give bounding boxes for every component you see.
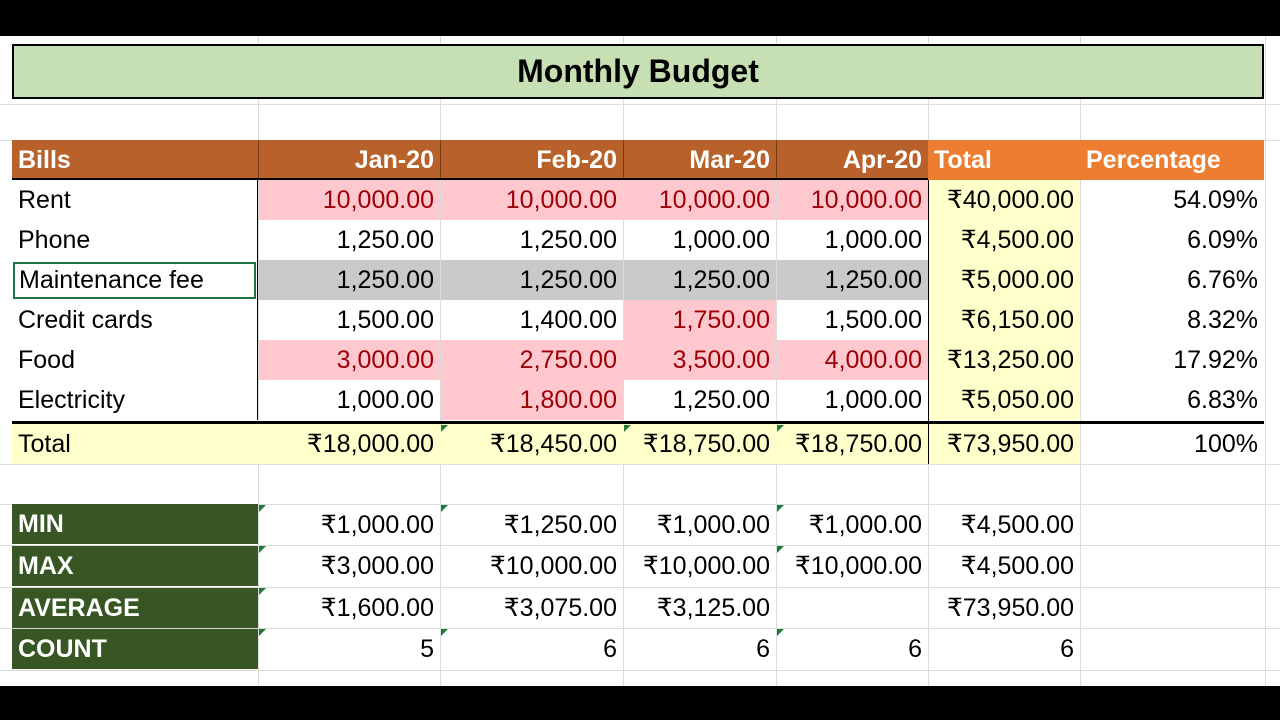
stat-label-count[interactable]: COUNT bbox=[12, 629, 258, 669]
cell-credit-mar[interactable]: 1,750.00 bbox=[624, 300, 776, 340]
cell-credit-pct[interactable]: 8.32% bbox=[1187, 305, 1258, 334]
cell-phone-total[interactable]: ₹4,500.00 bbox=[929, 220, 1080, 260]
stat-count-mar[interactable]: 6 bbox=[756, 634, 770, 663]
row-label-rent[interactable]: Rent bbox=[18, 185, 71, 214]
error-indicator-icon bbox=[777, 505, 784, 512]
stat-max-jan[interactable]: ₹3,000.00 bbox=[320, 552, 434, 580]
gridline bbox=[1265, 36, 1266, 686]
header-month-1[interactable]: Jan-20 bbox=[258, 140, 440, 180]
error-indicator-icon bbox=[259, 546, 266, 553]
stat-label-min[interactable]: MIN bbox=[12, 504, 258, 544]
cell-electricity-feb[interactable]: 1,800.00 bbox=[441, 380, 623, 420]
stat-count-total[interactable]: 6 bbox=[1060, 634, 1074, 663]
stat-count-feb[interactable]: 6 bbox=[603, 634, 617, 663]
cell-phone-mar[interactable]: 1,000.00 bbox=[672, 225, 770, 254]
stat-count-jan[interactable]: 5 bbox=[420, 634, 434, 663]
stat-average-mar[interactable]: ₹3,125.00 bbox=[656, 593, 770, 622]
cell-rent-feb[interactable]: 10,000.00 bbox=[441, 180, 623, 220]
gridline bbox=[0, 670, 1280, 671]
cell-electricity-jan[interactable]: 1,000.00 bbox=[336, 385, 434, 414]
stat-max-feb[interactable]: ₹10,000.00 bbox=[489, 552, 617, 580]
total-grand[interactable]: ₹73,950.00 bbox=[929, 424, 1080, 464]
cell-credit-total[interactable]: ₹6,150.00 bbox=[929, 300, 1080, 340]
total-mar[interactable]: ₹18,750.00 bbox=[623, 424, 776, 464]
header-bills[interactable]: Bills bbox=[12, 140, 258, 180]
cell-food-mar[interactable]: 3,500.00 bbox=[624, 340, 776, 380]
cell-phone-pct[interactable]: 6.09% bbox=[1187, 225, 1258, 254]
cell-rent-jan[interactable]: 10,000.00 bbox=[259, 180, 440, 220]
total-apr[interactable]: ₹18,750.00 bbox=[776, 424, 928, 464]
cell-maintenance-total[interactable]: ₹5,000.00 bbox=[929, 260, 1080, 300]
header-month-2[interactable]: Feb-20 bbox=[440, 140, 623, 180]
stat-min-mar[interactable]: ₹1,000.00 bbox=[656, 510, 770, 539]
cell-food-apr[interactable]: 4,000.00 bbox=[777, 340, 928, 380]
cell-food-total[interactable]: ₹13,250.00 bbox=[929, 340, 1080, 380]
cell-credit-feb[interactable]: 1,400.00 bbox=[519, 305, 617, 334]
header-month-3[interactable]: Mar-20 bbox=[623, 140, 776, 180]
spreadsheet-grid bbox=[0, 36, 1280, 686]
row-label-phone[interactable]: Phone bbox=[18, 225, 91, 254]
row-label-credit-cards[interactable]: Credit cards bbox=[18, 305, 153, 334]
cell-food-feb[interactable]: 2,750.00 bbox=[441, 340, 623, 380]
stat-label-max[interactable]: MAX bbox=[12, 546, 258, 586]
cell-phone-jan[interactable]: 1,250.00 bbox=[336, 225, 434, 254]
gridline bbox=[0, 464, 1280, 465]
cell-phone-feb[interactable]: 1,250.00 bbox=[519, 225, 617, 254]
error-indicator-icon bbox=[624, 425, 631, 432]
cell-maintenance-feb[interactable]: 1,250.00 bbox=[441, 260, 623, 300]
header-total[interactable]: Total bbox=[928, 140, 1080, 180]
error-indicator-icon bbox=[777, 425, 784, 432]
stat-min-jan[interactable]: ₹1,000.00 bbox=[320, 510, 434, 539]
cell-rent-apr[interactable]: 10,000.00 bbox=[777, 180, 928, 220]
total-jan[interactable]: ₹18,000.00 bbox=[258, 424, 440, 464]
cell-electricity-apr[interactable]: 1,000.00 bbox=[824, 385, 922, 414]
stat-label-average[interactable]: AVERAGE bbox=[12, 588, 258, 628]
cell-maintenance-apr[interactable]: 1,250.00 bbox=[777, 260, 928, 300]
header-month-4[interactable]: Apr-20 bbox=[776, 140, 928, 180]
cell-credit-apr[interactable]: 1,500.00 bbox=[824, 305, 922, 334]
cell-food-pct[interactable]: 17.92% bbox=[1173, 345, 1258, 374]
error-indicator-icon bbox=[259, 629, 266, 636]
error-indicator-icon bbox=[259, 588, 266, 595]
error-indicator-icon bbox=[441, 629, 448, 636]
total-pct[interactable]: 100% bbox=[1194, 429, 1258, 458]
stat-max-total[interactable]: ₹4,500.00 bbox=[960, 552, 1074, 580]
row-label-electricity[interactable]: Electricity bbox=[18, 385, 125, 414]
cell-maintenance-pct[interactable]: 6.76% bbox=[1187, 265, 1258, 294]
total-feb[interactable]: ₹18,450.00 bbox=[440, 424, 623, 464]
stat-min-apr[interactable]: ₹1,000.00 bbox=[808, 510, 922, 539]
header-percentage[interactable]: Percentage bbox=[1080, 140, 1264, 180]
stat-average-feb[interactable]: ₹3,075.00 bbox=[503, 593, 617, 622]
row-label-maintenance-fee[interactable]: Maintenance fee bbox=[13, 262, 256, 299]
stat-count-apr[interactable]: 6 bbox=[908, 634, 922, 663]
cell-rent-pct[interactable]: 54.09% bbox=[1173, 185, 1258, 214]
stat-min-total[interactable]: ₹4,500.00 bbox=[960, 510, 1074, 539]
cell-food-jan[interactable]: 3,000.00 bbox=[259, 340, 440, 380]
cell-rent-total[interactable]: ₹40,000.00 bbox=[929, 180, 1080, 220]
title-cell[interactable] bbox=[12, 44, 1264, 99]
error-indicator-icon bbox=[777, 629, 784, 636]
page-title: Monthly Budget bbox=[517, 53, 759, 89]
cell-rent-mar[interactable]: 10,000.00 bbox=[624, 180, 776, 220]
table-divider bbox=[257, 180, 258, 420]
cell-credit-jan[interactable]: 1,500.00 bbox=[336, 305, 434, 334]
cell-electricity-pct[interactable]: 6.83% bbox=[1187, 385, 1258, 414]
stat-max-mar[interactable]: ₹10,000.00 bbox=[642, 552, 770, 580]
cell-phone-apr[interactable]: 1,000.00 bbox=[824, 225, 922, 254]
error-indicator-icon bbox=[259, 505, 266, 512]
gridline bbox=[0, 104, 1280, 105]
stat-min-feb[interactable]: ₹1,250.00 bbox=[503, 510, 617, 539]
row-label-food[interactable]: Food bbox=[18, 345, 75, 374]
cell-electricity-mar[interactable]: 1,250.00 bbox=[672, 385, 770, 414]
cell-electricity-total[interactable]: ₹5,050.00 bbox=[929, 380, 1080, 420]
stat-average-jan[interactable]: ₹1,600.00 bbox=[320, 593, 434, 622]
error-indicator-icon bbox=[777, 546, 784, 553]
stat-average-total[interactable]: ₹73,950.00 bbox=[946, 593, 1074, 622]
total-row-label[interactable]: Total bbox=[12, 424, 258, 464]
stat-max-apr[interactable]: ₹10,000.00 bbox=[794, 552, 922, 580]
stat-average-apr[interactable] bbox=[776, 587, 928, 628]
cell-maintenance-mar[interactable]: 1,250.00 bbox=[624, 260, 776, 300]
cell-maintenance-jan[interactable]: 1,250.00 bbox=[259, 260, 440, 300]
error-indicator-icon bbox=[441, 505, 448, 512]
error-indicator-icon bbox=[441, 425, 448, 432]
